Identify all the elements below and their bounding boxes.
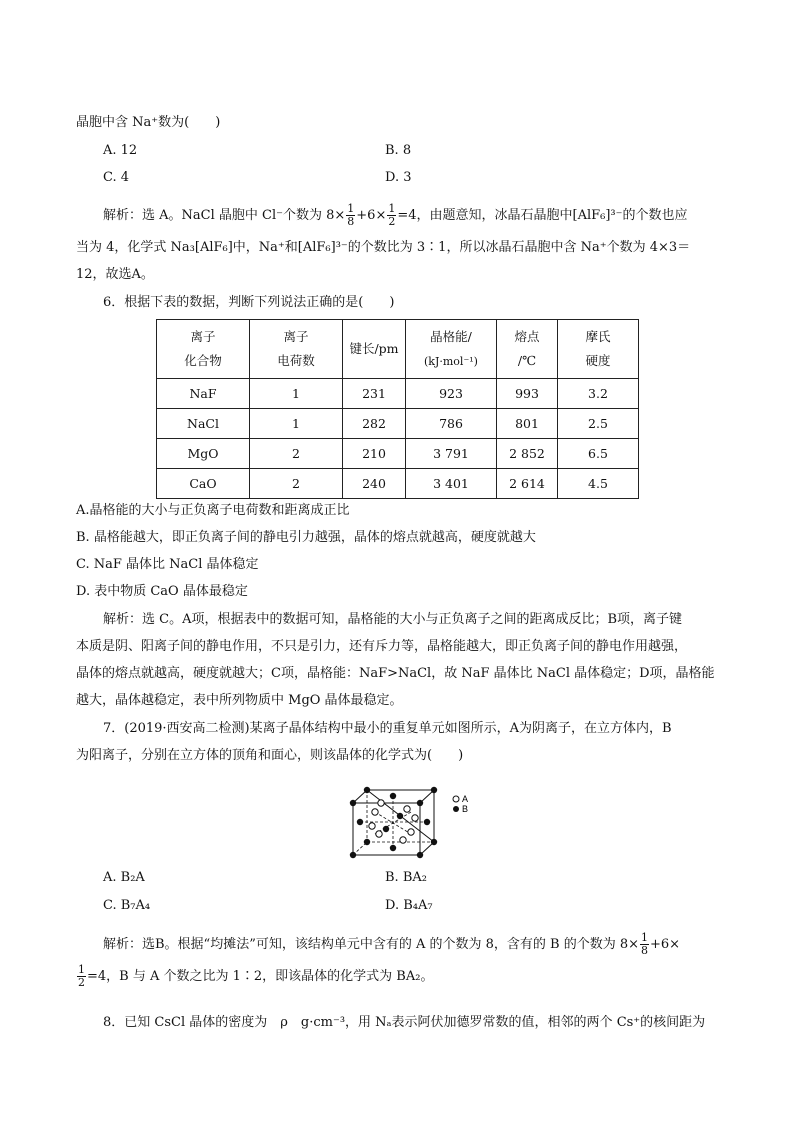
table-cell: NaF: [157, 379, 250, 409]
atom-b: [364, 839, 370, 845]
table-cell: 3 791: [406, 439, 497, 469]
atom-b: [350, 852, 356, 858]
q5-stem: 晶胞中含 Na⁺数为( ): [76, 115, 221, 130]
q6-option-c: C. NaF 晶体比 NaCl 晶体稳定: [76, 557, 259, 572]
q6-analysis-line-2: 本质是阴、阳离子间的静电作用，不只是引力，还有斥力等，晶格能越大，即正负离子间的静电作用越强，: [76, 639, 688, 654]
header-cell: 晶格能/ (kJ·mol⁻¹): [406, 320, 497, 379]
table-cell: 2 852: [497, 439, 558, 469]
table-cell: 4.5: [558, 469, 639, 499]
header-cell: 熔点 /℃: [497, 320, 558, 379]
table-cell: 231: [343, 379, 406, 409]
header-cell: 离子 化合物: [157, 320, 250, 379]
q6-analysis-line-3: 晶体的熔点就越高，硬度就越大；C项，晶格能：NaF>NaCl，故 NaF 晶体比 NaCl 晶体稳定；D项，晶格能: [76, 666, 715, 681]
table-cell: NaCl: [157, 409, 250, 439]
table-cell: 2.5: [558, 409, 639, 439]
q5-option-c: C. 4: [103, 170, 130, 185]
atom-b: [357, 819, 363, 825]
q7-option-d: D. B₄A₇: [385, 898, 433, 913]
q6-analysis-line-1: 解析：选 C。A项，根据表中的数据可知，晶格能的大小与正负离子之间的距离成反比；B项，离子键: [103, 612, 683, 627]
table-row: [157, 439, 639, 469]
q7-analysis-line-2: $\frac{1}{2}$ =4，B 与 A 个数之比为 1∶2，即该晶体的化学式为 BA₂。: [78, 963, 434, 989]
q5-option-d: D. 3: [385, 170, 412, 185]
q5-analysis-line-2: 当为 4，化学式 Na₃[AlF₆]中，Na⁺和[AlF₆]³⁻的个数比为 3∶1，所以冰晶石晶胞中含 Na⁺个数为 4×3＝: [76, 240, 691, 255]
table-cell: 1: [250, 379, 343, 409]
atom-b: [417, 800, 423, 806]
header-cell: 摩氏 硬度: [558, 320, 639, 379]
q5-analysis-line-3: 12，故选A。: [76, 267, 154, 282]
q6-analysis-line-4: 越大，晶体越稳定，表中所列物质中 MgO 晶体最稳定。: [76, 693, 403, 708]
q8-stem: 8．已知 CsCl 晶体的密度为 ρ g·cm⁻³，用 Nₐ表示阿伏加德罗常数的值，相邻的两个 Cs⁺的核间距为: [103, 1015, 706, 1030]
atom-b: [431, 787, 437, 793]
fraction: $\frac{1}{2}$: [78, 963, 85, 989]
table-cell: 6.5: [558, 439, 639, 469]
atom-b: [350, 800, 356, 806]
table-cell: 801: [497, 409, 558, 439]
q6-option-a: A.晶格能的大小与正负离子电荷数和距离成正比: [76, 503, 350, 518]
atom-b: [383, 826, 389, 832]
table-cell: 3 401: [406, 469, 497, 499]
atom-a: [376, 831, 382, 837]
legend-a-marker: [453, 796, 459, 802]
header-cell: 离子 电荷数: [250, 320, 343, 379]
table-cell: 282: [343, 409, 406, 439]
table-row: [157, 409, 639, 439]
table-cell: 2: [250, 439, 343, 469]
atom-b: [397, 813, 403, 819]
q7-option-c: C. B₇A₄: [103, 898, 151, 913]
table-cell: 923: [406, 379, 497, 409]
legend-b-marker: [453, 806, 459, 812]
atom-a: [369, 823, 375, 829]
table-row: [157, 379, 639, 409]
atom-a: [404, 806, 410, 812]
atom-a: [372, 809, 378, 815]
table-cell: 210: [343, 439, 406, 469]
fraction: $\frac{1}{8}$: [347, 202, 355, 228]
q6-option-d: D. 表中物质 CaO 晶体最稳定: [76, 584, 248, 599]
fraction: $\frac{1}{8}$: [641, 931, 649, 957]
table-cell: 993: [497, 379, 558, 409]
table-cell: 786: [406, 409, 497, 439]
q6-stem: 6．根据下表的数据，判断下列说法正确的是( ): [103, 295, 395, 310]
q6-data-table: [156, 319, 639, 499]
atom-a: [378, 800, 384, 806]
table-cell: CaO: [157, 469, 250, 499]
q5-option-a: A. 12: [103, 143, 138, 158]
q7-stem-line-1: 7．(2019·西安高二检测)某离子晶体结构中最小的重复单元如图所示，A为阴离子，在立方体内，B: [103, 721, 672, 736]
table-cell: 3.2: [558, 379, 639, 409]
atom-b: [390, 845, 396, 851]
legend-b-label: B: [462, 804, 469, 814]
atom-b: [431, 839, 437, 845]
atom-b: [424, 819, 430, 825]
table-row: [157, 469, 639, 499]
legend-a-label: A: [462, 794, 469, 804]
q7-option-a: A. B₂A: [103, 870, 145, 885]
anion-a-atoms: [369, 800, 418, 843]
table-cell: MgO: [157, 439, 250, 469]
fraction: $\frac{1}{2}$: [388, 202, 396, 228]
atom-a: [408, 829, 414, 835]
atom-b: [417, 852, 423, 858]
table-header-row: [157, 320, 639, 379]
q5-analysis-line-1: 解析：选 A。NaCl 晶胞中 Cl⁻个数为 8× $\frac{1}{8}$ +6× $\frac{1}{2}$ =4，由题意知，冰晶石晶胞中[AlF₆]³⁻的个数也应: [103, 202, 688, 228]
q7-option-b: B. BA₂: [385, 870, 427, 885]
crystal-cell-figure: [345, 782, 485, 862]
q5-option-b: B. 8: [385, 143, 412, 158]
atom-b: [390, 793, 396, 799]
header-cell: 键长/pm: [343, 320, 406, 379]
q7-analysis-line-1: 解析：选B。根据“均摊法”可知，该结构单元中含有的 A 的个数为 8，含有的 B 的个数为 8× $\frac{1}{8}$ +6×: [103, 931, 681, 957]
atom-a: [412, 815, 418, 821]
table-cell: 2 614: [497, 469, 558, 499]
atom-a: [400, 837, 406, 843]
table-cell: 2: [250, 469, 343, 499]
atom-b: [364, 787, 370, 793]
q7-stem-line-2: 为阳离子，分别在立方体的顶角和面心，则该晶体的化学式为( ): [76, 748, 464, 763]
table-cell: 240: [343, 469, 406, 499]
q6-option-b: B. 晶格能越大，即正负离子间的静电引力越强，晶体的熔点就越高，硬度就越大: [76, 530, 536, 545]
table-cell: 1: [250, 409, 343, 439]
